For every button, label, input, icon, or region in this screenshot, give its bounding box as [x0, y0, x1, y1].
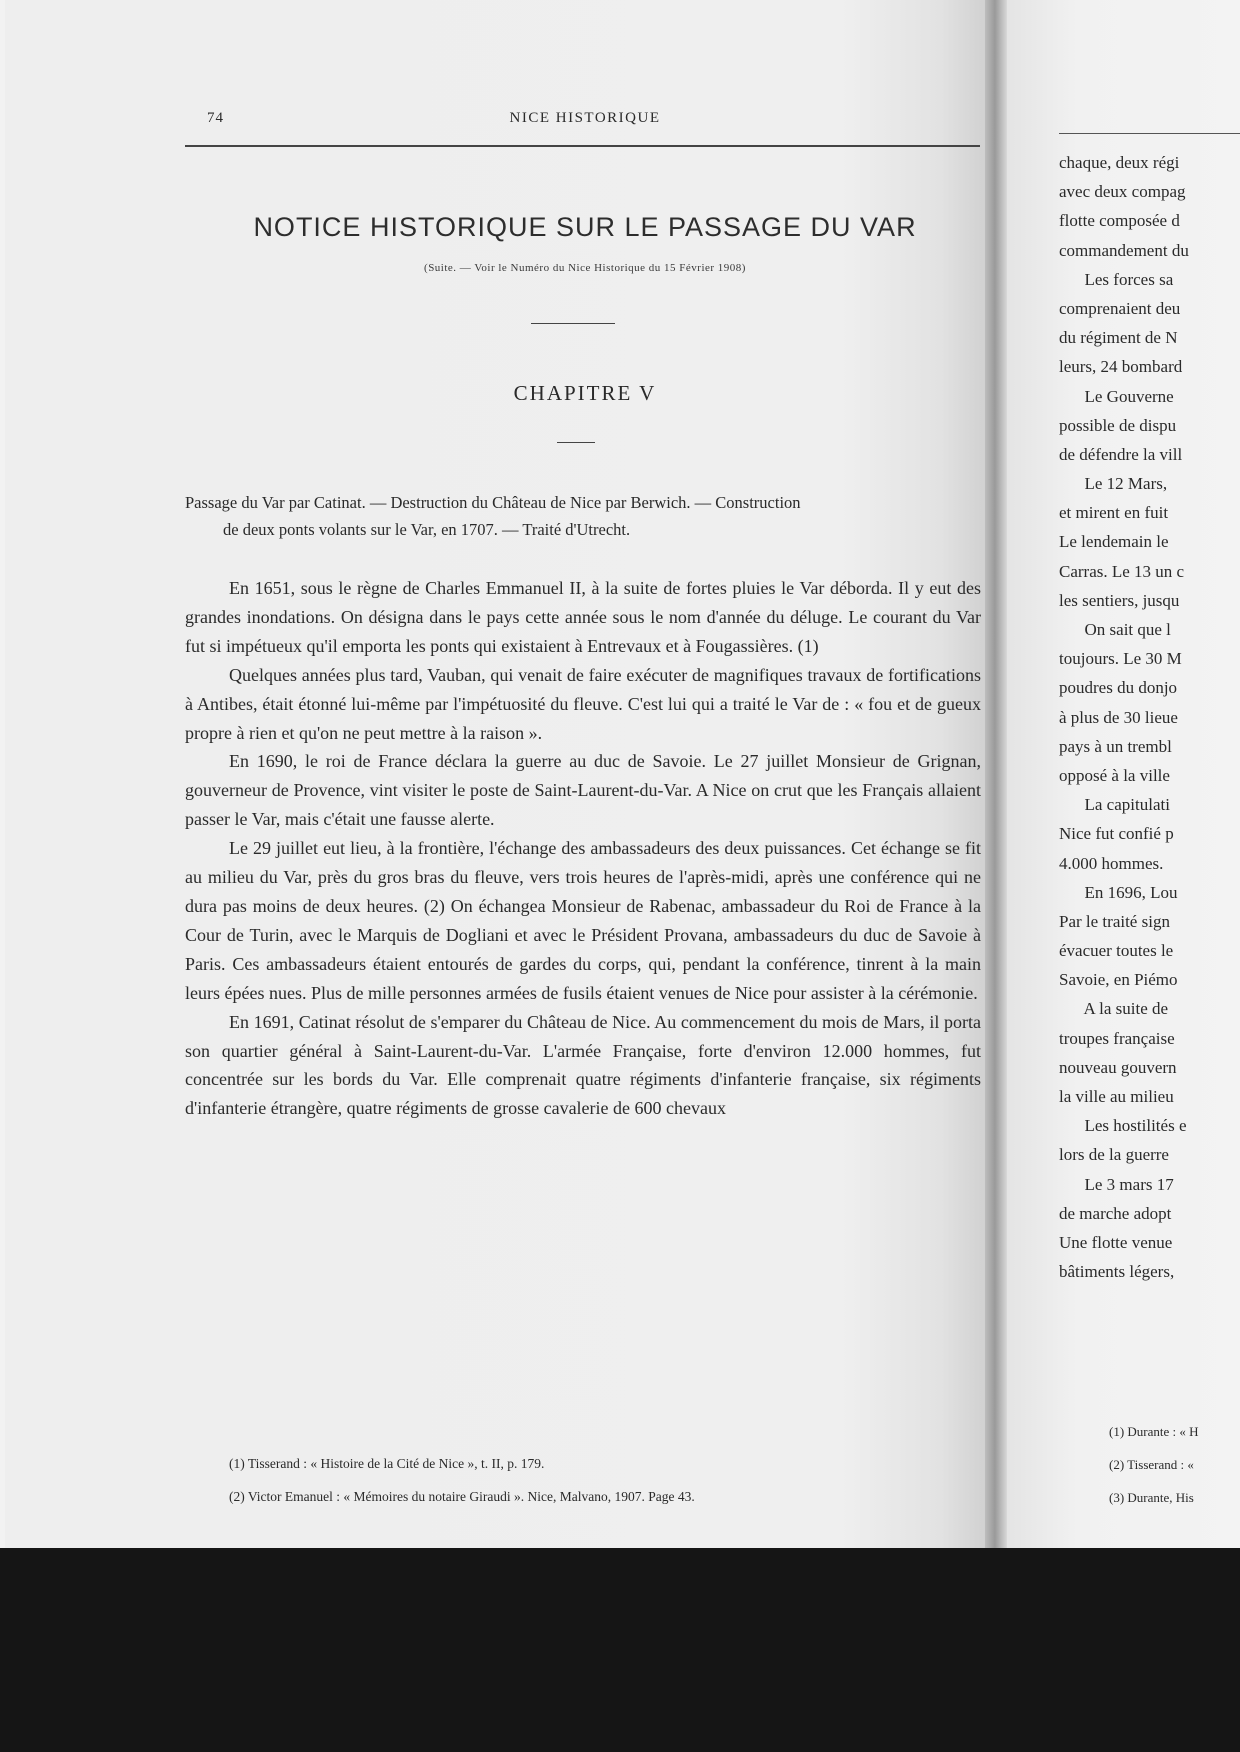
right-page-line: chaque, deux régi: [1059, 153, 1180, 172]
paragraph: Le 29 juillet eut lieu, à la frontière, l'échange des ambassadeurs des deux puissances. Cet échange se fit au milieu du Var, près du gros bras du fleuve, vers trois heures de l'après-midi, après une conférence qui ne dura pas moins de deux heures. (2) On échangea Monsieur de Rabenac, ambassadeur du Roi de France à la Cour de Turin, avec le Marquis de Dogliani et avec le Président Provana, ambassadeurs du duc de Savoie à Paris. Ces ambassadeurs étaient entourés de gardes du corps, qui, pendant la conférence, tinrent à la main leurs épées nues. Plus de mille personnes armées de fusils étaient venues de Nice pour assister à la cérémonie.: [185, 838, 981, 1003]
article-title: NOTICE HISTORIQUE SUR LE PASSAGE DU VAR: [253, 212, 917, 242]
right-page-line: flotte composée d: [1059, 211, 1180, 231]
right-page-footnote: (2) Tisserand : «: [1109, 1457, 1194, 1472]
right-page-footnote: (1) Durante : « H: [1109, 1424, 1199, 1439]
summary-line-2: de deux ponts volants sur le Var, en 1707. — Traité d'Utrecht.: [223, 520, 631, 539]
article-subtitle: (Suite. — Voir le Numéro du Nice Historique du 15 Février 1908): [424, 262, 746, 274]
right-page-line: Carras. Le 13 un c: [1059, 561, 1185, 581]
header-rule: [185, 145, 980, 147]
right-page-line: pays à un trembl: [1059, 736, 1172, 756]
right-page-footnotes: [1059, 1415, 1240, 1514]
chapter-summary: [185, 489, 981, 543]
right-page-line: opposé à la ville: [1059, 765, 1170, 785]
right-page-line: la ville au milieu: [1059, 1087, 1174, 1106]
right-page-line: et mirent en fuit: [1059, 503, 1169, 523]
left-page: [5, 0, 990, 1548]
right-page-line: de marche adopt: [1059, 1203, 1172, 1223]
right-page-line: Le 3 mars 17: [1059, 1174, 1174, 1194]
paragraph: Quelques années plus tard, Vauban, qui venait de faire exécuter de magnifiques travaux de fortifications à Antibes, était étonné lui-même par l'impétuosité du fleuve. C'est lui qui a traité le Var de : « fou et de gueux propre à rien et qu'on ne peut mettre à la raison ».: [185, 664, 981, 743]
right-page-line: Par le traité sign: [1059, 911, 1170, 931]
right-page: [1007, 0, 1240, 1548]
chapter-title: CHAPITRE V: [513, 381, 657, 405]
right-page-line: lors de la guerre: [1059, 1145, 1169, 1165]
right-page-line: les sentiers, jusqu: [1059, 590, 1180, 610]
right-page-line: à plus de 30 lieue: [1059, 707, 1178, 727]
scanner-background: [0, 1548, 1240, 1752]
right-page-line: comprenaient deu: [1059, 298, 1181, 318]
footnote: (1) Tisserand : « Histoire de la Cité de Nice », t. II, p. 179.: [229, 1456, 545, 1471]
right-page-line: avec deux compag: [1059, 182, 1186, 202]
right-page-line: 4.000 hommes.: [1059, 853, 1164, 873]
right-page-line: de défendre la vill: [1059, 444, 1183, 464]
right-page-line: commandement du: [1059, 240, 1189, 260]
footnotes: [185, 1447, 981, 1513]
right-page-line: Une flotte venue: [1059, 1232, 1173, 1252]
page-number: 74: [207, 110, 224, 126]
right-page-line: Savoie, en Piémo: [1059, 970, 1178, 990]
journal-name: NICE HISTORIQUE: [509, 110, 661, 126]
paragraph: En 1690, le roi de France déclara la guerre au duc de Savoie. Le 27 juillet Monsieur de Grignan, gouverneur de Provence, vint visiter le poste de Saint-Laurent-du-Var. A Nice on crut que les Français allaient passer le Var, mais c'était une fausse alerte.: [185, 751, 981, 830]
right-page-line: leurs, 24 bombard: [1059, 357, 1183, 377]
running-head: [185, 110, 985, 134]
right-page-line: Nice fut confié p: [1059, 824, 1174, 844]
right-page-line: poudres du donjo: [1059, 678, 1178, 698]
book-gutter: [985, 0, 1007, 1548]
title-divider: [531, 323, 615, 324]
right-page-line: possible de dispu: [1059, 415, 1177, 435]
chapter-divider: [557, 442, 595, 443]
right-header-rule: [1059, 133, 1240, 134]
right-page-line: Le lendemain le: [1059, 532, 1169, 552]
right-page-line: A la suite de: [1059, 999, 1169, 1019]
right-page-line: Les hostilités e: [1059, 1116, 1187, 1136]
right-page-line: du régiment de N: [1059, 328, 1178, 348]
right-page-line: La capitulati: [1059, 795, 1170, 815]
paragraph: En 1651, sous le règne de Charles Emmanuel II, à la suite de fortes pluies le Var déborda. Il y eut des grandes inondations. On désigna dans le pays cette année sous le nom d'année du déluge. Le courant du Var fut si impétueux qu'il emporta les ponts qui existaient à Entrevaux et à Fougassières. (1): [185, 578, 981, 656]
footnote: (2) Victor Emanuel : « Mémoires du notaire Giraudi ». Nice, Malvano, 1907. Page 43.: [229, 1489, 695, 1504]
right-page-text: [1059, 148, 1240, 1286]
right-page-line: En 1696, Lou: [1059, 882, 1178, 902]
right-page-line: toujours. Le 30 M: [1059, 649, 1182, 669]
right-page-line: nouveau gouvern: [1059, 1057, 1177, 1077]
right-page-line: Le 12 Mars,: [1059, 474, 1172, 494]
paragraph: En 1691, Catinat résolut de s'emparer du Château de Nice. Au commencement du mois de Mars, il porta son quartier général à Saint-Laurent-du-Var. L'armée Française, forte d'environ 12.000 hommes, fut concentrée sur les bords du Var. Elle comprenait quatre régiments d'infanterie française, six régiments d'infanterie étrangère, quatre régiments de grosse cavalerie de 600 chevaux: [185, 1011, 981, 1119]
right-page-line: On sait que l: [1059, 620, 1171, 639]
right-page-line: évacuer toutes le: [1059, 941, 1174, 961]
right-page-line: troupes française: [1059, 1028, 1175, 1048]
right-page-line: Les forces sa: [1059, 269, 1174, 289]
body-text: [185, 574, 981, 1123]
right-page-footnote: (3) Durante, His: [1109, 1490, 1194, 1505]
summary-line-1: Passage du Var par Catinat. — Destruction du Château de Nice par Berwich. — Construction: [185, 493, 801, 512]
right-page-line: bâtiments légers,: [1059, 1262, 1175, 1282]
right-page-line: Le Gouverne: [1059, 386, 1174, 406]
